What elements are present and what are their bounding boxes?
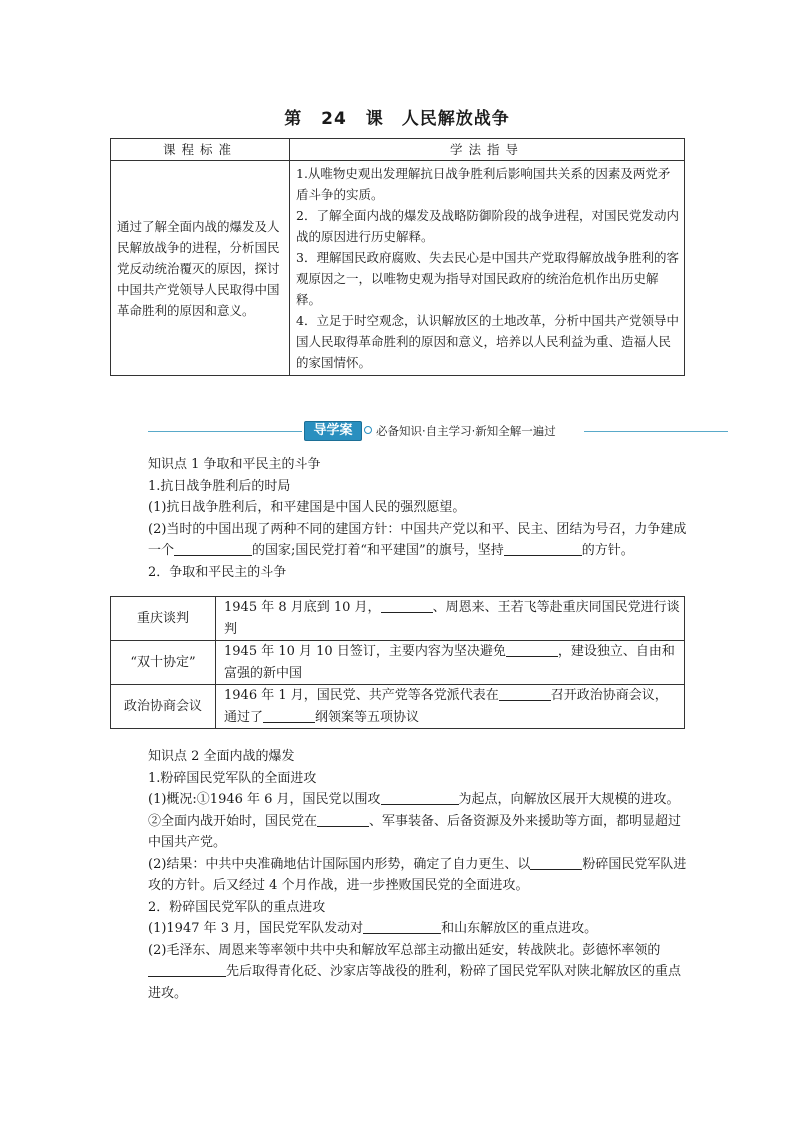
kp1-s1-p2: (2)当时的中国出现了两种不同的建国方针：中国共产党以和平、民主、团结为号召，力争建成一个 的国家;国民党打着“和平建国”的旗号，坚持 的方针。 [148,521,687,558]
table-row [111,597,685,641]
kp2-section [148,746,688,1004]
kp2-p1: (1)概况:①1946 年 6 月，国民党以围攻 为起点，向解放区展开大规模的进攻。 [148,792,680,807]
answer-blank[interactable] [317,812,369,827]
kp2-heading: 知识点 2 全面内战的爆发 [148,749,295,764]
kp1-s1-title: 1.抗日战争胜利后的时局 [148,478,291,494]
answer-blank[interactable] [504,541,582,556]
kp1-section [148,454,688,583]
peace-struggle-table [110,596,685,729]
row-content: 1945 年 8 月底到 10 月， 、周恩来、王若飞等赴重庆同国民党进行谈判 [216,597,685,641]
answer-blank[interactable] [381,790,459,805]
kp2-s2-title: 2．粉碎国民党军队的重点进攻 [148,899,326,915]
banner-line-left [148,431,302,432]
kp1-s2-title: 2．争取和平民主的斗争 [148,564,287,580]
course-standard-text: 通过了解全面内战的爆发及人民解放战争的进程，分析国民党反动统治覆灭的原因，探讨中国共产党领导人民取得中国革命胜利的原因和意义。 [111,161,290,376]
banner-line-right [584,431,728,432]
lesson-title: 第 24 课 人民解放战争 [284,109,510,129]
table-row [111,685,685,729]
answer-blank[interactable] [363,919,441,934]
circle-dot-icon [364,426,372,434]
guide-item-3: 3．理解国民政府腐败、失去民心是中国共产党取得解放战争胜利的客观原因之一，以唯物史观为指导对国民政府的统治危机作出历史解释。 [296,250,679,307]
kp1-s1-p1: (1)抗日战争胜利后，和平建国是中国人民的强烈愿望。 [148,500,466,515]
answer-blank[interactable] [499,686,551,701]
kp2-p4: (1)1947 年 3 月，国民党军队发动对 和山东解放区的重点进攻。 [148,921,598,936]
row-content: 1946 年 1 月，国民党、共产党等各党派代表在 召开政治协商会议，通过了 纲领案等五项协议 [216,685,685,729]
kp1-heading: 知识点 1 争取和平民主的斗争 [148,457,321,472]
guide-item-1: 1.从唯物史观出发理解抗日战争胜利后影响国共关系的因素及两党矛盾斗争的实质。 [296,166,671,202]
row-head: “双十协定” [111,641,216,685]
header-course-standard: 课程标准 [111,139,290,161]
standards-table [110,138,685,376]
banner-tag: 导学案 [304,421,362,441]
answer-blank[interactable] [530,855,582,870]
guide-item-4: 4．立足于时空观念，认识解放区的土地改革，分析中国共产党领导中国人民取得革命胜利的原因和意义，培养以人民利益为重、造福人民的家国情怀。 [296,313,679,370]
row-head: 政治协商会议 [111,685,216,729]
answer-blank[interactable] [506,642,558,657]
answer-blank[interactable] [381,598,433,613]
kp2-p5: (2)毛泽东、周恩来等率领中共中央和解放军总部主动撤出延安，转战陕北。彭德怀率领的先后取得青化砭、沙家店等战役的胜利，粉碎了国民党军队对陕北解放区的重点进攻。 [148,942,682,1001]
table-row [111,641,685,685]
banner-subtitle: 必备知识·自主学习·新知全解一遍过 [376,424,556,438]
row-content: 1945 年 10 月 10 日签订，主要内容为坚决避免 ，建设独立、自由和富强的新中国 [216,641,685,685]
answer-blank[interactable] [263,708,315,723]
kp2-s1-title: 1.粉碎国民党军队的全面进攻 [148,770,317,786]
header-study-guide: 学法指导 [290,139,685,161]
kp2-p2: ②全面内战开始时，国民党在 、军事装备、后备资源及外来援助等方面，都明显超过中国共产党。 [148,813,682,850]
study-guide-list [290,161,685,376]
answer-blank[interactable] [174,541,252,556]
kp2-p3: (2)结果：中共中央准确地估计国际国内形势，确定了自力更生、以 粉碎国民党军队进攻的方针。后又经过 4 个月作战，进一步挫败国民党的全面进攻。 [148,856,687,893]
guide-item-2: 2．了解全面内战的爆发及战略防御阶段的战争进程，对国民党发动内战的原因进行历史解释。 [296,208,679,244]
answer-blank[interactable] [148,962,226,977]
row-head: 重庆谈判 [111,597,216,641]
section-banner [148,420,728,442]
